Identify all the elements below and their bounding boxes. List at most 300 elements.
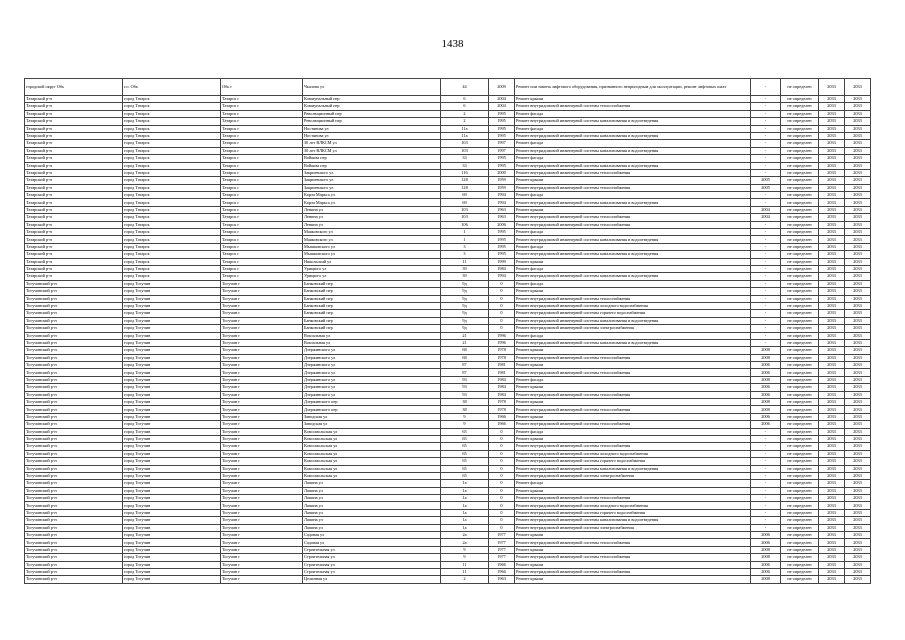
cell-start-year: 2033: [819, 199, 845, 206]
cell-built-year: 1997: [489, 147, 515, 154]
cell-house: 33: [441, 155, 489, 162]
cell-house: 44: [441, 79, 489, 96]
cell-district: Татарский р-н: [25, 132, 123, 139]
cell-house: 68: [441, 347, 489, 354]
cell-end-year: 2033: [845, 554, 871, 561]
cell-start-year: 2033: [819, 443, 845, 450]
table-row: [25, 524, 871, 531]
cell-cost: не определен: [781, 302, 819, 309]
cell-cost: не определен: [781, 310, 819, 317]
cell-built-year: 0: [489, 495, 515, 502]
cell-municipality: город Татарск: [123, 132, 221, 139]
cell-locality: Тогучин г: [221, 546, 303, 553]
cell-last-repair: 2006: [751, 391, 781, 398]
cell-built-year: 1984: [489, 376, 515, 383]
cell-start-year: 2033: [819, 450, 845, 457]
cell-built-year: 1978: [489, 406, 515, 413]
cell-end-year: 2033: [845, 310, 871, 317]
cell-start-year: 2033: [819, 288, 845, 295]
cell-locality: Татарск г: [221, 169, 303, 176]
cell-work-type: Ремонт внутридомовой инженерной системы теплоснабжения: [515, 443, 751, 450]
cell-district: Тогучинский р-н: [25, 435, 123, 442]
cell-district: Тогучинский р-н: [25, 443, 123, 450]
cell-last-repair: -: [751, 495, 781, 502]
cell-last-repair: 2008: [751, 546, 781, 553]
cell-end-year: 2033: [845, 206, 871, 213]
cell-last-repair: -: [751, 125, 781, 132]
cell-end-year: 2033: [845, 480, 871, 487]
cell-municipality: город Татарск: [123, 96, 221, 103]
cell-house: 65: [441, 443, 489, 450]
table-row: [25, 199, 871, 206]
cell-district: Тогучинский р-н: [25, 472, 123, 479]
cell-work-type: Ремонт крыши: [515, 206, 751, 213]
cell-street: Дзержинского пер: [303, 406, 441, 413]
cell-last-repair: -: [751, 229, 781, 236]
cell-house: 2: [441, 110, 489, 117]
cell-cost: не определен: [781, 214, 819, 221]
cell-district: Тогучинский р-н: [25, 347, 123, 354]
cell-last-repair: 2006: [751, 561, 781, 568]
cell-municipality: город Тогучин: [123, 280, 221, 287]
cell-cost: не определен: [781, 391, 819, 398]
cell-cost: не определен: [781, 79, 819, 96]
cell-house: 6: [441, 103, 489, 110]
cell-cost: не определен: [781, 554, 819, 561]
cell-built-year: 1995: [489, 251, 515, 258]
cell-built-year: 1996: [489, 332, 515, 339]
cell-cost: не определен: [781, 155, 819, 162]
cell-last-repair: 2006: [751, 532, 781, 539]
cell-last-repair: -: [751, 103, 781, 110]
cell-end-year: 2033: [845, 332, 871, 339]
cell-last-repair: -: [751, 110, 781, 117]
cell-end-year: 2033: [845, 569, 871, 576]
cell-built-year: 1966: [489, 413, 515, 420]
cell-last-repair: -: [751, 435, 781, 442]
cell-locality: Татарск г: [221, 236, 303, 243]
cell-start-year: 2033: [819, 125, 845, 132]
cell-work-type: Ремонт фасада: [515, 280, 751, 287]
cell-start-year: 2033: [819, 561, 845, 568]
cell-start-year: 2033: [819, 376, 845, 383]
cell-house: 65: [441, 428, 489, 435]
cell-end-year: 2033: [845, 376, 871, 383]
cell-municipality: город Тогучин: [123, 332, 221, 339]
cell-last-repair: -: [751, 96, 781, 103]
cell-locality: Татарск г: [221, 199, 303, 206]
cell-locality: Татарск г: [221, 184, 303, 191]
cell-street: Мышковского ул: [303, 243, 441, 250]
cell-locality: Тогучин г: [221, 561, 303, 568]
cell-work-type: Ремонт внутридомовой инженерной системы теплоснабжения: [515, 539, 751, 546]
cell-built-year: 0: [489, 280, 515, 287]
cell-last-repair: -: [751, 428, 781, 435]
cell-district: городской округ Обь: [25, 79, 123, 96]
cell-street: Лапина ул: [303, 509, 441, 516]
cell-house: 9: [441, 546, 489, 553]
cell-end-year: 2033: [845, 546, 871, 553]
cell-end-year: 2033: [845, 362, 871, 369]
cell-house: 9: [441, 554, 489, 561]
cell-work-type: Ремонт внутридомовой инженерной системы теплоснабжения: [515, 369, 751, 376]
cell-start-year: 2033: [819, 354, 845, 361]
cell-house: 39: [441, 273, 489, 280]
cell-district: Тогучинский р-н: [25, 487, 123, 494]
cell-end-year: 2033: [845, 443, 871, 450]
cell-start-year: 2033: [819, 184, 845, 191]
cell-street: Комсомольская ул: [303, 465, 441, 472]
cell-cost: не определен: [781, 125, 819, 132]
cell-end-year: 2033: [845, 132, 871, 139]
cell-street: Лапина ул: [303, 502, 441, 509]
cell-start-year: 2033: [819, 362, 845, 369]
cell-district: Тогучинский р-н: [25, 465, 123, 472]
table-row: [25, 332, 871, 339]
cell-house: 38: [441, 399, 489, 406]
cell-last-repair: -: [751, 147, 781, 154]
cell-district: Татарский р-н: [25, 192, 123, 199]
cell-district: Татарский р-н: [25, 147, 123, 154]
cell-municipality: город Татарск: [123, 265, 221, 272]
cell-work-type: Ремонт внутридомовой инженерной системы электроснабжения: [515, 472, 751, 479]
cell-work-type: Ремонт фасада: [515, 140, 751, 147]
table-row: [25, 539, 871, 546]
cell-street: Дзержинского ул: [303, 376, 441, 383]
cell-house: 1: [441, 236, 489, 243]
cell-house: 11а: [441, 132, 489, 139]
cell-house: 103: [441, 147, 489, 154]
cell-municipality: город Тогучин: [123, 569, 221, 576]
cell-house: 9: [441, 421, 489, 428]
cell-house: 21: [441, 332, 489, 339]
cell-municipality: город Тогучин: [123, 509, 221, 516]
cell-built-year: 1966: [489, 561, 515, 568]
cell-built-year: 2006: [489, 221, 515, 228]
cell-work-type: Ремонт крыши: [515, 347, 751, 354]
cell-end-year: 2033: [845, 487, 871, 494]
cell-built-year: 1994: [489, 273, 515, 280]
cell-house: 68: [441, 354, 489, 361]
cell-street: Урицкого ул: [303, 273, 441, 280]
cell-start-year: 2033: [819, 332, 845, 339]
table-row: [25, 435, 871, 442]
cell-district: Татарский р-н: [25, 206, 123, 213]
cell-start-year: 2033: [819, 339, 845, 346]
cell-locality: Тогучин г: [221, 310, 303, 317]
table-row: [25, 450, 871, 457]
cell-last-repair: -: [751, 288, 781, 295]
cell-end-year: 2033: [845, 509, 871, 516]
cell-end-year: 2033: [845, 140, 871, 147]
cell-municipality: город Тогучин: [123, 465, 221, 472]
cell-work-type: Ремонт крыши: [515, 258, 751, 265]
cell-locality: Тогучин г: [221, 517, 303, 524]
cell-locality: Тогучин г: [221, 384, 303, 391]
table-row: [25, 236, 871, 243]
cell-municipality: город Тогучин: [123, 576, 221, 583]
cell-built-year: 0: [489, 325, 515, 332]
cell-street: Строительная ул: [303, 546, 441, 553]
cell-locality: Татарск г: [221, 192, 303, 199]
cell-municipality: город Татарск: [123, 199, 221, 206]
cell-start-year: 2033: [819, 435, 845, 442]
cell-cost: не определен: [781, 317, 819, 324]
cell-work-type: Ремонт внутридомовой инженерной системы теплоснабжения: [515, 103, 751, 110]
cell-district: Татарский р-н: [25, 214, 123, 221]
cell-last-repair: -: [751, 132, 781, 139]
table-row: [25, 406, 871, 413]
cell-house: 2: [441, 118, 489, 125]
cell-district: Тогучинский р-н: [25, 421, 123, 428]
cell-locality: Тогучин г: [221, 450, 303, 457]
cell-work-type: Ремонт фасада: [515, 243, 751, 250]
cell-work-type: Ремонт внутридомовой инженерной системы теплоснабжения: [515, 214, 751, 221]
cell-last-repair: 2004: [751, 214, 781, 221]
cell-house: 103: [441, 214, 489, 221]
cell-end-year: 2033: [845, 184, 871, 191]
cell-district: Тогучинский р-н: [25, 339, 123, 346]
cell-work-type: Ремонт крыши: [515, 532, 751, 539]
cell-district: Тогучинский р-н: [25, 302, 123, 309]
cell-end-year: 2033: [845, 369, 871, 376]
table-row: [25, 561, 871, 568]
cell-district: Тогучинский р-н: [25, 369, 123, 376]
cell-cost: не определен: [781, 443, 819, 450]
cell-municipality: город Татарск: [123, 147, 221, 154]
cell-municipality: город Тогучин: [123, 458, 221, 465]
cell-district: Татарский р-н: [25, 110, 123, 117]
cell-locality: Тогучин г: [221, 339, 303, 346]
cell-district: Татарский р-н: [25, 258, 123, 265]
cell-house: 93: [441, 376, 489, 383]
cell-built-year: 1959: [489, 184, 515, 191]
cell-district: Татарский р-н: [25, 184, 123, 191]
cell-last-repair: 2005: [751, 184, 781, 191]
cell-street: Банковский пер: [303, 310, 441, 317]
cell-start-year: 2033: [819, 79, 845, 96]
cell-work-type: Ремонт внутридомовой инженерной системы канализования и водоотведения: [515, 118, 751, 125]
cell-start-year: 2033: [819, 539, 845, 546]
cell-house: 128: [441, 184, 489, 191]
cell-end-year: 2033: [845, 103, 871, 110]
cell-district: Татарский р-н: [25, 273, 123, 280]
cell-house: 93: [441, 384, 489, 391]
cell-municipality: город Тогучин: [123, 295, 221, 302]
table-row: [25, 147, 871, 154]
table-row: [25, 140, 871, 147]
cell-work-type: Ремонт крыши: [515, 561, 751, 568]
cell-end-year: 2033: [845, 317, 871, 324]
cell-cost: не определен: [781, 169, 819, 176]
cell-end-year: 2033: [845, 273, 871, 280]
cell-cost: не определен: [781, 206, 819, 213]
cell-district: Тогучинский р-н: [25, 569, 123, 576]
cell-end-year: 2033: [845, 147, 871, 154]
cell-cost: не определен: [781, 192, 819, 199]
cell-start-year: 2033: [819, 465, 845, 472]
cell-house: 65: [441, 472, 489, 479]
cell-locality: Татарск г: [221, 103, 303, 110]
cell-start-year: 2033: [819, 265, 845, 272]
cell-cost: не определен: [781, 354, 819, 361]
cell-work-type: Ремонт фасада: [515, 265, 751, 272]
table-row: [25, 509, 871, 516]
cell-last-repair: -: [751, 162, 781, 169]
cell-locality: Татарск г: [221, 221, 303, 228]
cell-end-year: 2033: [845, 325, 871, 332]
cell-municipality: город Татарск: [123, 243, 221, 250]
table-row: [25, 280, 871, 287]
cell-end-year: 2033: [845, 495, 871, 502]
cell-built-year: 1977: [489, 546, 515, 553]
cell-cost: не определен: [781, 465, 819, 472]
cell-street: 30 лет ВЛКСМ ул: [303, 140, 441, 147]
cell-built-year: 1995: [489, 110, 515, 117]
cell-last-repair: 2006: [751, 539, 781, 546]
cell-district: Тогучинский р-н: [25, 576, 123, 583]
cell-end-year: 2033: [845, 243, 871, 250]
cell-locality: Тогучин г: [221, 443, 303, 450]
cell-start-year: 2033: [819, 302, 845, 309]
cell-start-year: 2033: [819, 480, 845, 487]
cell-locality: Тогучин г: [221, 428, 303, 435]
cell-built-year: 0: [489, 472, 515, 479]
cell-work-type: Ремонт фасада: [515, 125, 751, 132]
cell-work-type: Ремонт внутридомовой инженерной системы электроснабжения: [515, 325, 751, 332]
cell-house: 11: [441, 561, 489, 568]
cell-start-year: 2033: [819, 206, 845, 213]
cell-district: Тогучинский р-н: [25, 332, 123, 339]
cell-end-year: 2033: [845, 539, 871, 546]
cell-district: Тогучинский р-н: [25, 524, 123, 531]
cell-last-repair: 2006: [751, 569, 781, 576]
cell-municipality: город Тогучин: [123, 325, 221, 332]
cell-house: 65: [441, 450, 489, 457]
cell-street: Банковский пер: [303, 317, 441, 324]
cell-end-year: 2033: [845, 221, 871, 228]
cell-municipality: город Тогучин: [123, 532, 221, 539]
cell-start-year: 2033: [819, 569, 845, 576]
cell-street: Дзержинского ул: [303, 369, 441, 376]
table-row: [25, 206, 871, 213]
cell-last-repair: -: [751, 517, 781, 524]
cell-start-year: 2033: [819, 162, 845, 169]
cell-municipality: город Тогучин: [123, 428, 221, 435]
cell-last-repair: -: [751, 472, 781, 479]
cell-end-year: 2033: [845, 339, 871, 346]
cell-street: Войкова пер: [303, 162, 441, 169]
cell-work-type: Ремонт внутридомовой инженерной системы горячего водоснабжения: [515, 509, 751, 516]
cell-house: 1а: [441, 480, 489, 487]
cell-cost: не определен: [781, 569, 819, 576]
cell-last-repair: 2006: [751, 362, 781, 369]
cell-start-year: 2033: [819, 517, 845, 524]
cell-district: Тогучинский р-н: [25, 561, 123, 568]
cell-district: Татарский р-н: [25, 96, 123, 103]
cell-street: Закриевского ул: [303, 177, 441, 184]
cell-locality: Тогучин г: [221, 317, 303, 324]
cell-start-year: 2033: [819, 229, 845, 236]
cell-street: Строительная ул: [303, 561, 441, 568]
cell-house: 103: [441, 206, 489, 213]
cell-end-year: 2033: [845, 162, 871, 169]
cell-work-type: Ремонт внутридомовой инженерной системы теплоснабжения: [515, 184, 751, 191]
cell-district: Тогучинский р-н: [25, 354, 123, 361]
cell-built-year: 1978: [489, 347, 515, 354]
cell-district: Тогучинский р-н: [25, 325, 123, 332]
cell-street: Заводская ул: [303, 421, 441, 428]
cell-end-year: 2033: [845, 214, 871, 221]
cell-municipality: город Татарск: [123, 184, 221, 191]
cell-locality: Татарск г: [221, 132, 303, 139]
cell-street: Маяковского ул: [303, 229, 441, 236]
cell-district: Тогучинский р-н: [25, 495, 123, 502]
cell-end-year: 2033: [845, 302, 871, 309]
cell-start-year: 2033: [819, 155, 845, 162]
cell-start-year: 2033: [819, 280, 845, 287]
cell-built-year: 1984: [489, 265, 515, 272]
cell-work-type: Ремонт внутридомовой инженерной системы теплоснабжения: [515, 421, 751, 428]
cell-street: Лапина ул: [303, 495, 441, 502]
table-row: [25, 384, 871, 391]
cell-work-type: Ремонт внутридомовой инженерной системы холодного водоснабжения: [515, 302, 751, 309]
cell-cost: не определен: [781, 384, 819, 391]
table-row: [25, 554, 871, 561]
cell-cost: не определен: [781, 221, 819, 228]
cell-cost: не определен: [781, 524, 819, 531]
table-row: [25, 302, 871, 309]
cell-street: Вокзальная ул: [303, 332, 441, 339]
cell-municipality: город Татарск: [123, 258, 221, 265]
cell-built-year: 1995: [489, 162, 515, 169]
cell-street: Заводская ул: [303, 413, 441, 420]
cell-last-repair: 2008: [751, 347, 781, 354]
cell-house: 11: [441, 569, 489, 576]
table-row: [25, 421, 871, 428]
cell-last-repair: -: [751, 118, 781, 125]
table-row: [25, 96, 871, 103]
cell-municipality: город Татарск: [123, 118, 221, 125]
cell-house: 106: [441, 221, 489, 228]
cell-locality: Татарск г: [221, 147, 303, 154]
cell-locality: Тогучин г: [221, 509, 303, 516]
table-row: [25, 569, 871, 576]
cell-start-year: 2033: [819, 399, 845, 406]
cell-start-year: 2033: [819, 495, 845, 502]
cell-work-type: Ремонт внутридомовой инженерной системы канализования и водоотведения: [515, 251, 751, 258]
cell-street: Дзержинского ул: [303, 362, 441, 369]
cell-cost: не определен: [781, 162, 819, 169]
table-row: [25, 487, 871, 494]
table-row: [25, 118, 871, 125]
cell-built-year: 0: [489, 480, 515, 487]
table-row: [25, 517, 871, 524]
cell-cost: не определен: [781, 199, 819, 206]
cell-end-year: 2033: [845, 391, 871, 398]
cell-built-year: 0: [489, 487, 515, 494]
cell-street: Комсомольская ул: [303, 450, 441, 457]
cell-house: 1а: [441, 509, 489, 516]
cell-work-type: Ремонт внутридомовой инженерной системы теплоснабжения: [515, 169, 751, 176]
cell-last-repair: -: [751, 450, 781, 457]
cell-municipality: город Тогучин: [123, 554, 221, 561]
cell-cost: не определен: [781, 96, 819, 103]
cell-start-year: 2033: [819, 428, 845, 435]
table-row: [25, 495, 871, 502]
cell-district: Татарский р-н: [25, 243, 123, 250]
cell-street: Урицкого ул: [303, 265, 441, 272]
